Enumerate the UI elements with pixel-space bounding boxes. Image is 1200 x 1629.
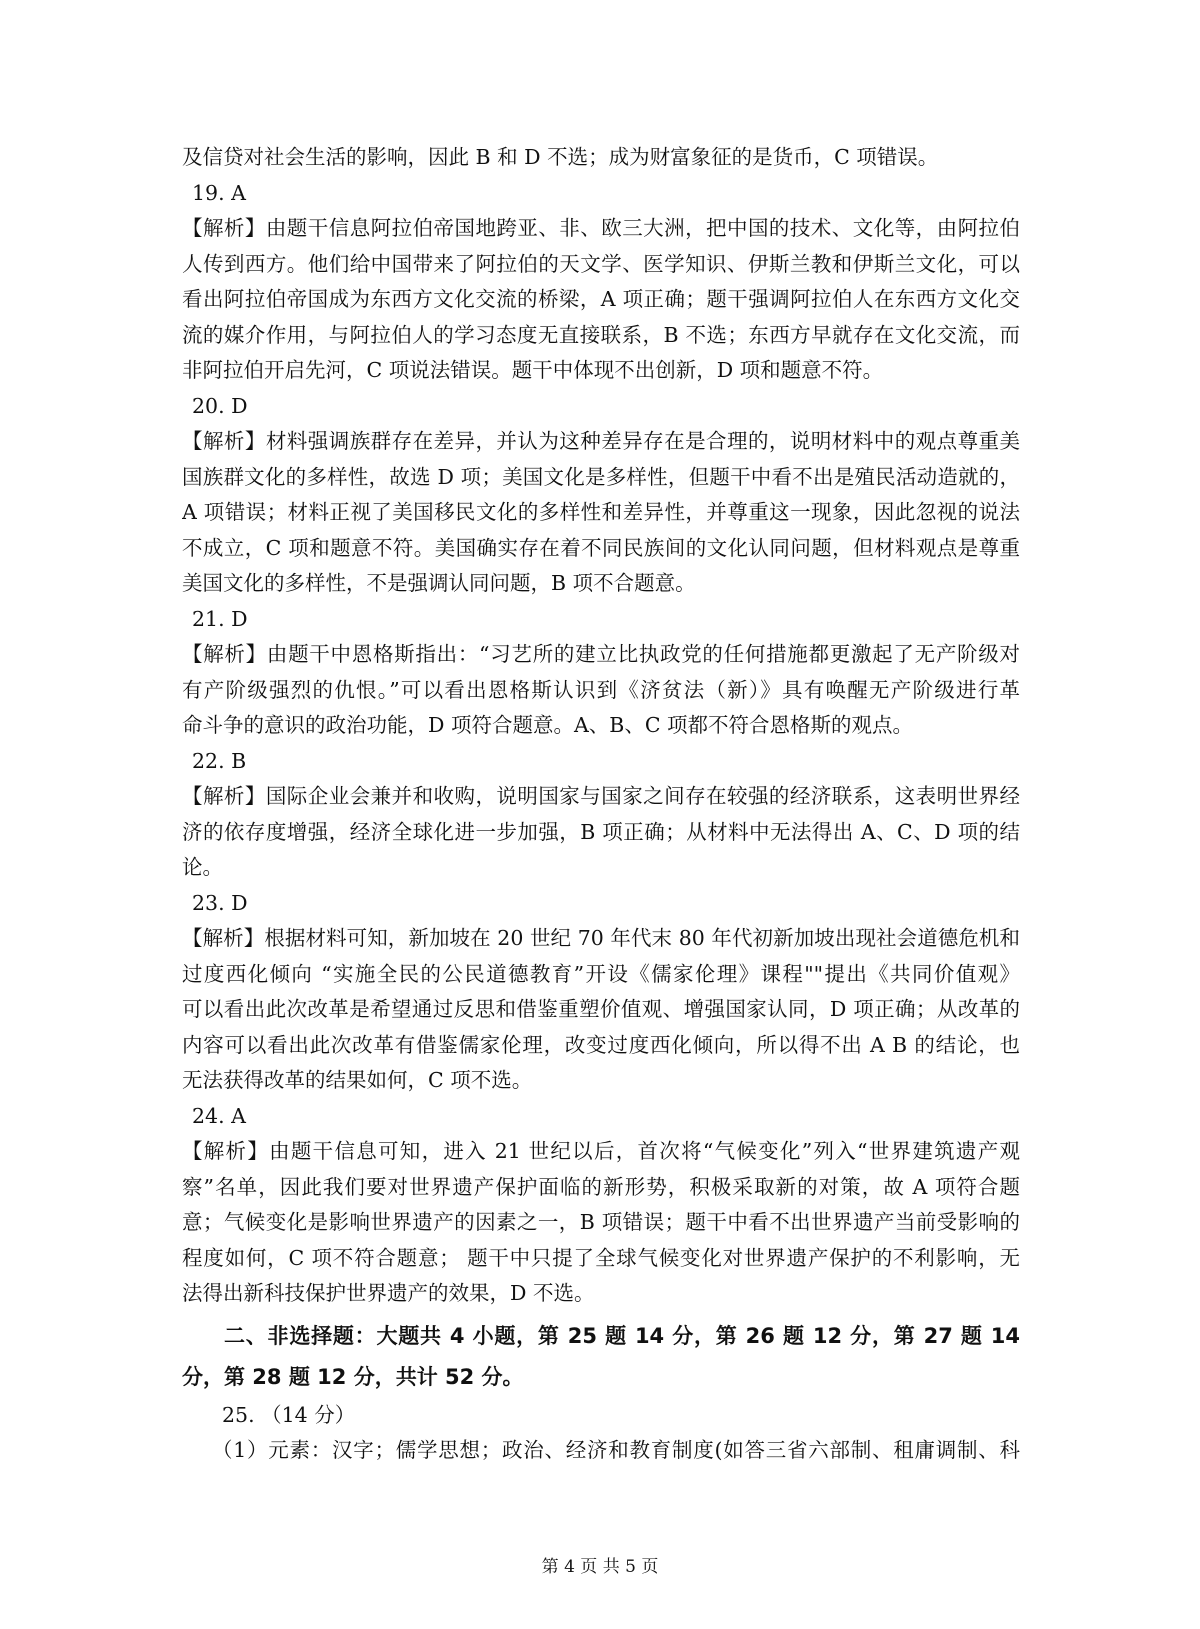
text-line: 流的媒介作用，与阿拉伯人的学习态度无直接联系，B 不选；东西方早就存在文化交流，而 — [182, 322, 1020, 347]
page-footer: 第 4 页 共 5 页 — [541, 1557, 659, 1577]
text-line: 程度如何，C 项不符合题意； 题干中只提了全球气候变化对世界遗产保护的不利影响，无 — [182, 1245, 1020, 1270]
text-line: 察”名单，因此我们要对世界遗产保护面临的新形势，积极采取新的对策，故 A 项符合题 — [182, 1174, 1020, 1199]
text-line: 过度西化倾向 “实施全民的公民道德教育”开设《儒家伦理》课程""提出《共同价值观》 — [182, 961, 1020, 986]
answer-25-part-1: （1）元素：汉字；儒学思想；政治、经济和教育制度(如答三省六部制、租庸调制、科 — [212, 1438, 1020, 1462]
text-line: 国族群文化的多样性，故选 D 项；美国文化是多样性，但题干中看不出是殖民活动造就的， — [182, 464, 1020, 489]
text-line: 【解析】由题干信息阿拉伯帝国地跨亚、非、欧三大洲，把中国的技术、文化等，由阿拉伯 — [182, 216, 1020, 240]
answer-key-line: 24. A — [192, 1103, 246, 1128]
text-line: 可以看出此次改革是希望通过反思和借鉴重塑价值观、增强国家认同，D 项正确；从改革的 — [182, 997, 1020, 1021]
text-line: 有产阶级强烈的仇恨。”可以看出恩格斯认识到《济贫法（新）》具有唤醒无产阶级进行革 — [182, 677, 1020, 702]
text-line: 非阿拉伯开启先河，C 项说法错误。题干中体现不出创新，D 项和题意不符。 — [182, 358, 884, 382]
text-line: A 项错误；材料正视了美国移民文化的多样性和差异性，并尊重这一现象，因此忽视的说法 — [182, 500, 1020, 524]
text-line: 美国文化的多样性，不是强调认同问题，B 项不合题意。 — [182, 571, 696, 595]
answer-key-line: 22. B — [192, 748, 247, 773]
text-line: 意；气候变化是影响世界遗产的因素之一，B 项错误；题干中看不出世界遗产当前受影响的 — [182, 1210, 1020, 1234]
text-line: 【解析】材料强调族群存在差异，并认为这种差异存在是合理的，说明材料中的观点尊重美 — [182, 429, 1020, 453]
text-line: 人传到西方。他们给中国带来了阿拉伯的天文学、医学知识、伊斯兰教和伊斯兰文化，可以 — [182, 251, 1020, 276]
text-line: 看出阿拉伯帝国成为东西方文化交流的桥梁，A 项正确；题干强调阿拉伯人在东西方文化交 — [182, 287, 1020, 311]
text-line: 内容可以看出此次改革有借鉴儒家伦理，改变过度西化倾向，所以得不出 A B 的结论，也 — [182, 1032, 1020, 1057]
answer-key-line: 19. A — [192, 180, 246, 205]
text-line: 【解析】国际企业会兼并和收购，说明国家与国家之间存在较强的经济联系，这表明世界经 — [182, 784, 1020, 808]
answer-key-line: 23. D — [192, 890, 248, 915]
text-line: 及信贷对社会生活的影响，因此 B 和 D 不选；成为财富象征的是货币，C 项错误。 — [182, 145, 939, 169]
text-line: 法得出新科技保护世界遗产的效果，D 不选。 — [182, 1281, 595, 1305]
answer-key-line: 20. D — [192, 393, 248, 418]
text-line: 论。 — [182, 855, 223, 879]
question-25-label: 25. （14 分） — [222, 1402, 356, 1427]
text-line: 不成立，C 项和题意不符。美国确实存在着不同民族间的文化认同问题，但材料观点是尊重 — [182, 535, 1020, 560]
text-line: 【解析】根据材料可知，新加坡在 20 世纪 70 年代末 80 年代初新加坡出现社会道德危机和 — [182, 926, 1020, 950]
answer-key-line: 21. D — [192, 606, 248, 631]
text-line: 命斗争的意识的政治功能，D 项符合题意。A、B、C 项都不符合恩格斯的观点。 — [182, 713, 914, 737]
text-line: 无法获得改革的结果如何，C 项不选。 — [182, 1068, 533, 1092]
document-body — [182, 140, 1020, 1469]
text-line: 济的依存度增强，经济全球化进一步加强，B 项正确；从材料中无法得出 A、C、D 项的结 — [182, 819, 1020, 844]
text-line: 【解析】由题干信息可知，进入 21 世纪以后，首次将“气候变化”列入“世界建筑遗产观 — [182, 1139, 1020, 1163]
text-line: 【解析】由题干中恩格斯指出：“习艺所的建立比执政党的任何措施都更激起了无产阶级对 — [182, 642, 1020, 666]
section-heading-line-1: 二、非选择题：大题共 4 小题，第 25 题 14 分，第 26 题 12 分，第 27 题 14 — [224, 1323, 1020, 1348]
section-heading-line-2: 分，第 28 题 12 分，共计 52 分。 — [182, 1364, 524, 1389]
analysis-text-block — [182, 140, 1020, 1312]
